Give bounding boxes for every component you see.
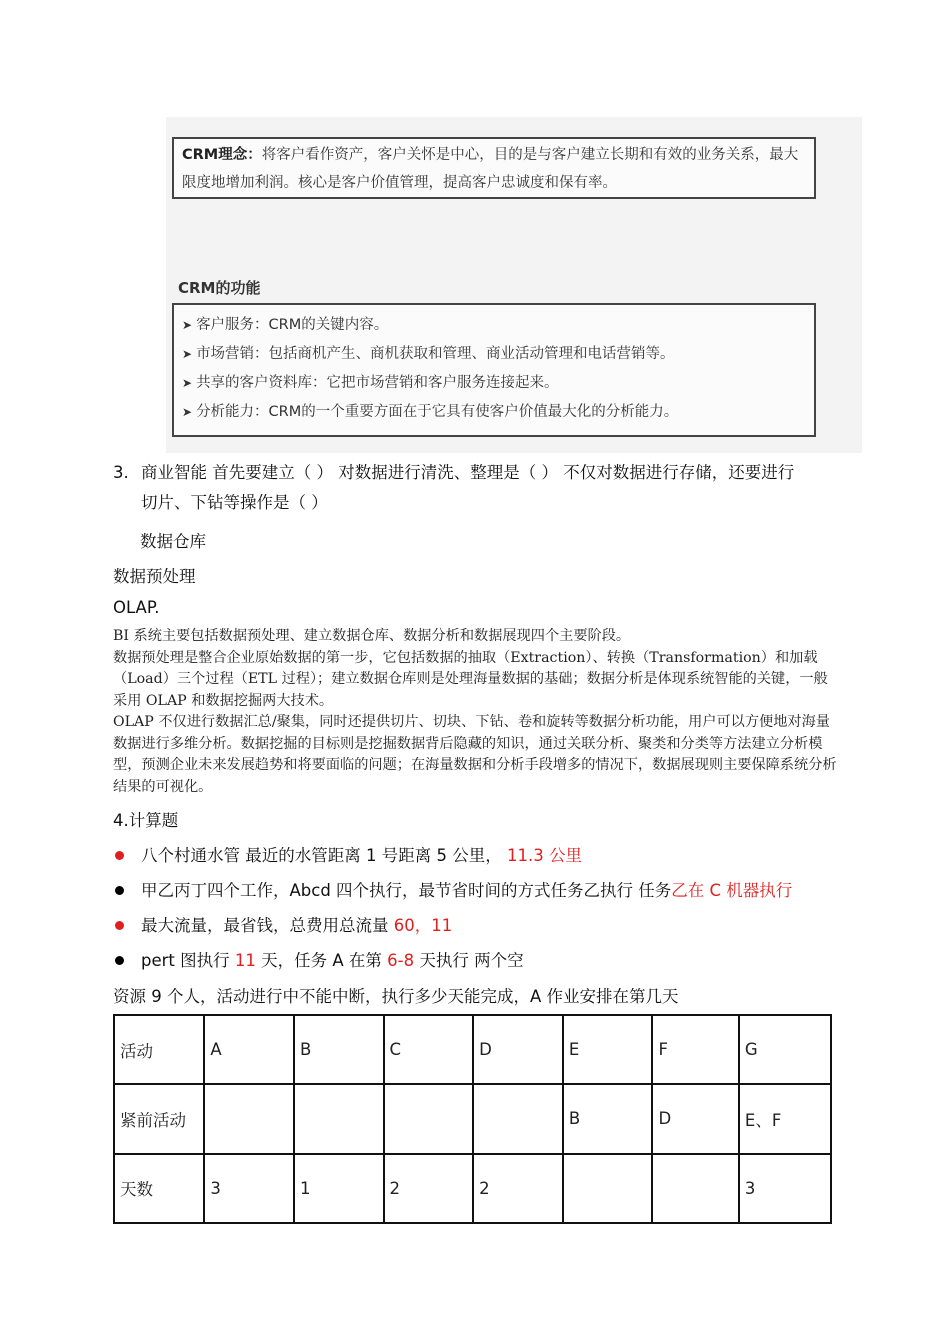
table-cell (204, 1084, 294, 1153)
bullet-icon (115, 956, 124, 965)
resource-question: 资源 9 个人，活动进行中不能中断，执行多少天能完成，A 作业安排在第几天 (113, 987, 679, 1006)
arrow-bullet-icon: ➤ (182, 347, 193, 361)
red-bullet-icon (115, 851, 124, 860)
crm-function-item: ➤ 客户服务：CRM的关键内容。 (182, 317, 389, 333)
activity-table (113, 1014, 832, 1224)
calc-bullet-list (113, 842, 853, 982)
arrow-bullet-icon: ➤ (182, 376, 193, 390)
table-cell: G (739, 1015, 831, 1084)
table-cell: D (652, 1084, 738, 1153)
red-bullet-icon (115, 921, 124, 930)
calc-section-title: 4.计算题 (113, 811, 179, 830)
table-cell: 1 (294, 1154, 384, 1223)
answer-highlight: 6-8 (387, 951, 415, 970)
table-cell: E、F (739, 1084, 831, 1153)
table-cell (294, 1084, 384, 1153)
table-cell: C (384, 1015, 474, 1084)
table-cell: A (204, 1015, 294, 1084)
table-cell: B (563, 1084, 653, 1153)
answer-highlight: 60，11 (393, 916, 453, 935)
crm-concept-text: 将客户看作资产，客户关怀是中心，目的是与客户建立长期和有效的业务关系，最大限度地增加利润。核心是客户价值管理，提高客户忠诚度和保有率。 (182, 147, 799, 191)
table-cell: 天数 (114, 1154, 204, 1223)
question-text-line-1: 商业智能 首先要建立（ ） 对数据进行清洗、整理是（ ） 不仅对数据进行存储，还要进行 (141, 463, 795, 482)
bullet-icon (115, 886, 124, 895)
crm-concept-box (172, 137, 816, 199)
question-text-line-2: 切片、下钻等操作是（ ） (141, 493, 328, 512)
answer-3: OLAP. (113, 598, 160, 617)
table-cell: 2 (473, 1154, 563, 1223)
table-cell: F (652, 1015, 738, 1084)
table-cell: B (294, 1015, 384, 1084)
answer-highlight: 11 (234, 951, 256, 970)
list-item: 甲乙丙丁四个工作，Abcd 四个执行，最节省时间的方式任务乙执行 任务乙在 C 机器执行 (113, 877, 853, 912)
table-cell: 3 (204, 1154, 294, 1223)
answer-2: 数据预处理 (113, 567, 196, 586)
table-cell: 活动 (114, 1015, 204, 1084)
question-3 (113, 458, 843, 518)
table-row (114, 1154, 831, 1223)
answer-highlight: 11.3 公里 (501, 846, 582, 865)
crm-function-item: ➤ 分析能力：CRM的一个重要方面在于它具有使客户价值最大化的分析能力。 (182, 404, 679, 420)
list-item: 八个村通水管 最近的水管距离 1 号距离 5 公里， 11.3 公里 (113, 842, 853, 877)
table-cell (384, 1084, 474, 1153)
explanation-paragraph: OLAP 不仅进行数据汇总/聚集，同时还提供切片、切块、下钻、卷和旋转等数据分析功能，用户可以方便地对海量数据进行多维分析。数据挖掘的目标则是挖掘数据背后隐藏的知识，通过关联分析、聚类和分类等方法建立分析模型，预测企业未来发展趋势和将要面临的问题；在海量数据和分析手段增多的情况下，数据展现则主要保障系统分析结果的可视化。 (113, 714, 837, 795)
table-cell: 2 (384, 1154, 474, 1223)
answer-highlight: 乙在 C 机器执行 (671, 881, 793, 900)
list-item: pert 图执行 11 天，任务 A 在第 6-8 天执行 两个空 (113, 947, 853, 982)
answer-1: 数据仓库 (140, 532, 206, 551)
table-cell (652, 1154, 738, 1223)
bi-explanation (113, 626, 841, 798)
table-cell: 3 (739, 1154, 831, 1223)
crm-functions-box (172, 303, 816, 437)
table-row (114, 1015, 831, 1084)
crm-function-item: ➤ 市场营销：包括商机产生、商机获取和管理、商业活动管理和电话营销等。 (182, 346, 675, 362)
table-cell: 紧前活动 (114, 1084, 204, 1153)
arrow-bullet-icon: ➤ (182, 318, 193, 332)
explanation-paragraph: 数据预处理是整合企业原始数据的第一步，它包括数据的抽取（Extraction）、转换（Transformation）和加载（Load）三个过程（ETL 过程）；建立数据仓库则是处理海量数据的基础；数据分析是体现系统智能的关键，一般采用 OLAP 和数据挖掘两大技术。 (113, 649, 828, 709)
explanation-paragraph: BI 系统主要包括数据预处理、建立数据仓库、数据分析和数据展现四个主要阶段。 (113, 628, 631, 644)
question-number: 3. (113, 463, 129, 482)
table-cell (473, 1084, 563, 1153)
arrow-bullet-icon: ➤ (182, 405, 193, 419)
crm-function-item: ➤ 共享的客户资料库：它把市场营销和客户服务连接起来。 (182, 375, 559, 391)
table-cell (563, 1154, 653, 1223)
crm-scan-image (166, 117, 862, 453)
table-cell: D (473, 1015, 563, 1084)
table-cell: E (563, 1015, 653, 1084)
list-item: 最大流量，最省钱，总费用总流量 60，11 (113, 912, 853, 947)
crm-concept-label: CRM理念： (182, 147, 262, 163)
table-row (114, 1084, 831, 1153)
crm-functions-heading: CRM的功能 (178, 279, 261, 297)
